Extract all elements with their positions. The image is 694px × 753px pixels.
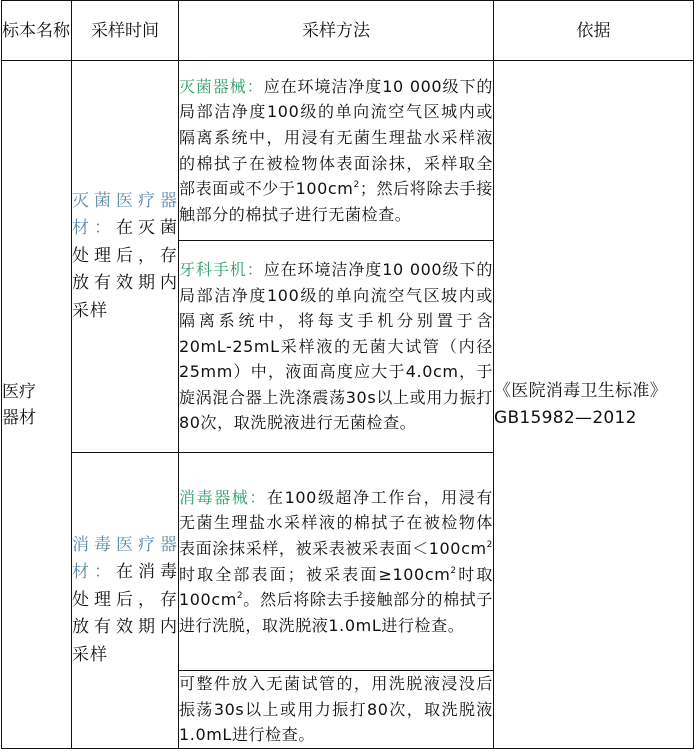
superscript: 2 — [353, 180, 360, 191]
method-cell-whole-item — [179, 671, 494, 749]
sampling-time-cell-sterile — [72, 61, 179, 453]
method-label: 消毒器械： — [179, 487, 268, 507]
header-sampling-time: 采样时间 — [72, 1, 179, 61]
basis-text: 《医院消毒卫生标准》GB15982—2012 — [494, 380, 667, 428]
header-sampling-method: 采样方法 — [179, 1, 494, 61]
specimen-name: 医疗器材 — [2, 381, 36, 428]
specimen-name-cell — [2, 61, 72, 749]
method-text: 。然后将除去手接触部分的棉拭子进行洗脱，取洗脱液1.0mL进行检查。 — [179, 590, 493, 635]
time-text: 在灭菌处理后，存放有效期内采样 — [72, 218, 178, 321]
superscript: 2 — [236, 591, 244, 602]
method-text: 应在环境洁净度10 000级下的局部洁净度100级的单向流空气区坡内或隔离系统中，将每支手机分别置于含20mL-25mL采样液的无菌大试管（内径25mm）中，液面高度应大于4.0cm，于旋涡混合器上洗涤震荡30s以上或用力振打80次，取洗脱液进行无菌检查。 — [179, 259, 493, 433]
method-text: ；然后将除去手接触部分的棉拭子进行无菌检查。 — [179, 179, 493, 224]
header-row — [2, 1, 694, 61]
superscript: 2 — [486, 539, 493, 550]
header-specimen-name: 标本名称 — [2, 1, 72, 61]
time-label: 消毒医疗器材： — [72, 534, 178, 583]
header-basis: 依据 — [494, 1, 694, 61]
method-label: 灭菌器械： — [179, 76, 264, 96]
time-text: 在消毒处理后，存放有效期内采样 — [72, 562, 178, 665]
method-text: 可整件放入无菌试管的，用洗脱液浸没后振荡30s以上或用力振打80次，取洗脱液1.0mL进行检查。 — [179, 674, 493, 745]
method-text: 时取全部表面；被采表面≥100cm — [179, 564, 451, 584]
time-label: 灭菌医疗器材： — [72, 190, 178, 239]
method-cell-disinfected-instruments — [179, 453, 494, 671]
method-label: 牙科手机： — [179, 259, 264, 279]
basis-cell — [494, 61, 694, 749]
sampling-standards-table — [1, 0, 694, 749]
method-text: 时取100cm — [179, 564, 494, 610]
method-text: 应在环境洁净度10 000级下的局部洁净度100级的单向流空气区城内或隔离系统中，用浸有无菌生理盐水采样液的棉拭子在被检物体表面涂抹，采样取全部表面或不少于100cm — [179, 76, 493, 199]
sampling-time-cell-disinfected — [72, 453, 179, 749]
method-cell-sterile-instruments — [179, 61, 494, 241]
superscript: 2 — [450, 565, 457, 576]
method-text: 在100级超净工作台，用浸有无菌生理盐水采样液的棉拭子在被检物体表面涂抹采样，被采表被采表面＜100cm — [179, 487, 493, 558]
table-row — [2, 61, 694, 241]
method-cell-dental-handpiece — [179, 241, 494, 453]
